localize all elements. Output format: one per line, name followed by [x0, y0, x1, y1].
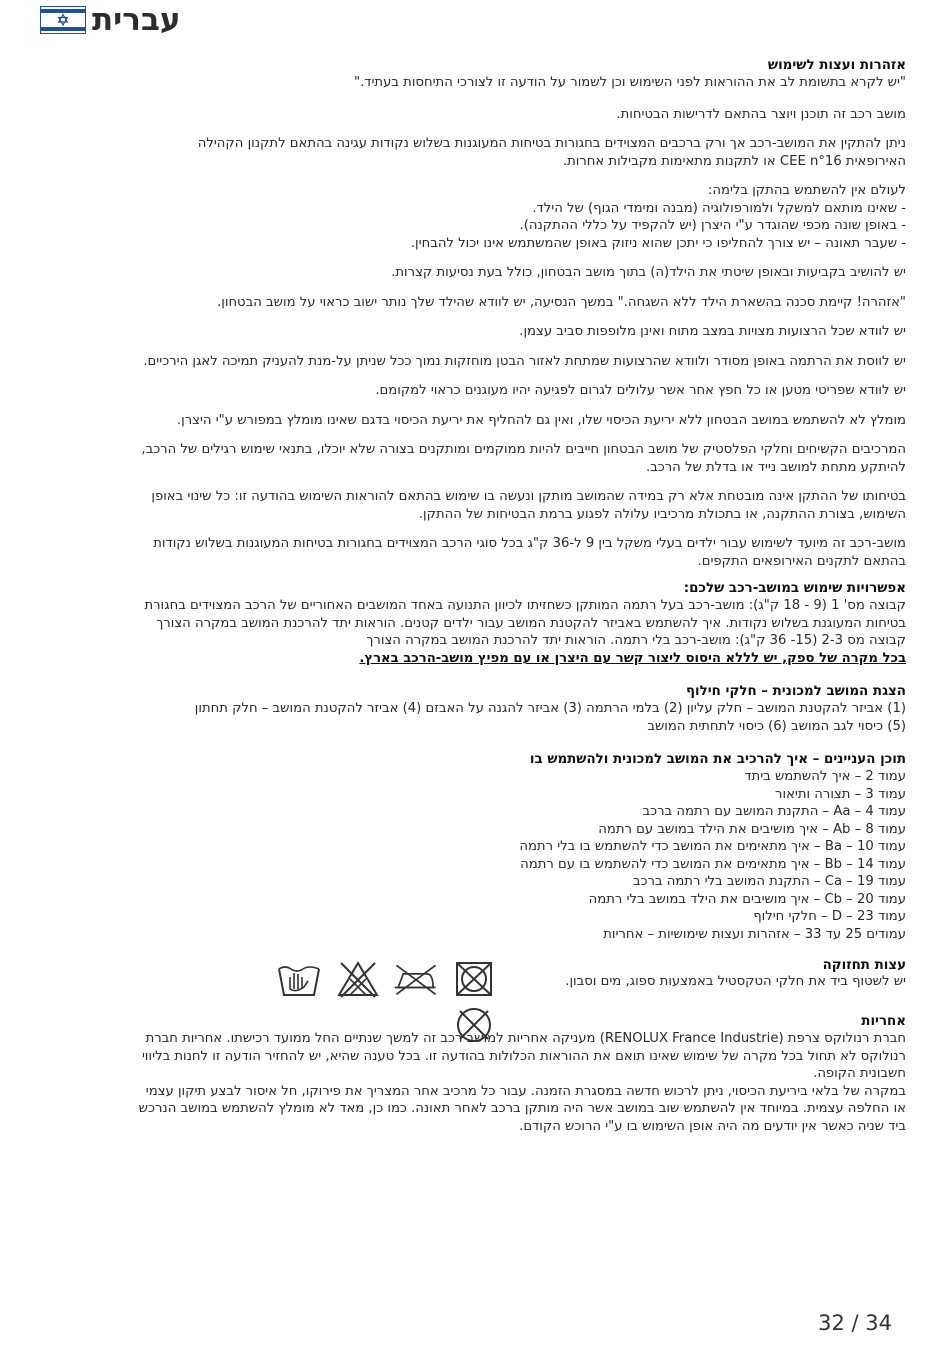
text-line: בטיחות המעוגנת בשלוש נקודות. איך להשתמש באביזר להקטנת המושב עבור ילדים קטנים. הוראות יתד להרכנת המושב במקרה הצורך	[156, 615, 906, 631]
list-item: - באופן שונה מכפי שהוגדר ע"י היצרן (יש להקפיד על כללי ההתקנה).	[519, 218, 906, 233]
warning-paragraph: יש לווסת את הרתמה באופן מסודר ולוודא שהרצועות שמתחת לאזור הבטן מוחזקות נמוך ככל שניתן על-מנת להעניק תמיכה לאגן הירכיים.	[143, 353, 906, 369]
main-content	[40, 57, 906, 1135]
warning-paragraph: "אזהרה! קיימת סכנה בהשארת הילד ללא השגחה." במשך הנסיעה, יש לוודא שהילד שלך נותר ישוב כראוי על מושב הבטחון.	[217, 294, 906, 310]
text-line: ביד שניה כאשר אין יודעים מה היה אופן השימוש בו ע"י הרוכש הקודם.	[519, 1118, 906, 1134]
toc-heading: תוכן העניינים – איך להרכיב את המושב למכונית ולהשתמש בו	[529, 752, 906, 767]
no-ironing-icon	[393, 959, 439, 999]
israel-flag-icon	[40, 6, 86, 34]
warning-paragraph: "יש לקרא בתשומת לב את ההוראות לפני השימוש וכן לשמור על הודעה זו לצורכי התיחסות בעתיד."	[354, 75, 906, 90]
toc-item: עמוד 23 – D – חלקי חילוף	[753, 909, 906, 924]
toc-list	[40, 768, 906, 943]
text-line: המרכיבים הקשיחים וחלקי הפלסטיק של מושב הבטחון חייבים להיות ממוקמים ומותקנים בצורה שלא יוכלו, בתנאי שימוש רגילים של הרכב,	[141, 442, 906, 457]
warning-paragraph	[40, 441, 906, 476]
text-line: חשבונית הקופה.	[813, 1066, 906, 1081]
text-line: במקרה של בלאי ביריעת הכיסוי, ניתן לרכוש חדשה במסגרת הזמנה. עבור כל מרכיב אחר המצריך את פירוקו, חל איסור לבצע תיקון עצמי	[145, 1083, 906, 1099]
warning-paragraph	[40, 135, 906, 170]
usage-paragraph	[40, 597, 906, 667]
toc-item: עמוד 19 – Ca – התקנת המושב בלי רתמה ברכב	[632, 874, 906, 889]
no-bleach-icon	[335, 959, 381, 999]
toc-item: עמוד 3 – תצורה ותיאור	[775, 786, 906, 802]
text-line: או החלפה עצמית. במיוחד אין להשתמש שוב במושב אשר היה מותקן ברכב לאחר תאונה. כמו כן, מאד לא מומלץ להשתמש במושב הנרכש	[138, 1101, 906, 1116]
contact-note: בכל מקרה של ספק, יש לללא היסוס ליצור קשר עם היצרן או עם מפיץ מושב-הרכב בארץ.	[359, 650, 906, 666]
parts-paragraph	[40, 700, 906, 735]
page-header	[40, 2, 200, 38]
hand-wash-30-icon	[276, 959, 322, 999]
toc-item: עמודים 25 עד 33 – אזהרות ועצות שימושיות – אחריות	[603, 926, 906, 942]
text-line: בהתאם לתקנים האירופאים התקפים.	[697, 553, 906, 569]
warning-list	[40, 182, 906, 252]
text-line: האירופאית CEE n°16 או לתקנות מתאימות מקבילות אחרות.	[562, 153, 906, 169]
care-text: יש לשטוף ביד את חלקי הטקסטיל באמצעות ספוג, מים וסבון.	[565, 974, 906, 989]
toc-item: עמוד 10 – Ba – איך מתאימים את המושב כדי להשתמש בו בלי רתמה	[519, 839, 906, 854]
toc-item: עמוד 20 – Cb – איך מושיבים את הילד במושב בלי רתמה	[588, 891, 906, 907]
text-line: (1) אביזר להקטנת המושב – חלק עליון (2) בלמי הרתמה (3) אביזר להגנה על האבזם (4) אביזר להקטנת המושב – חלק תחתון	[194, 701, 906, 716]
care-heading: עצות תחזוקה	[822, 958, 906, 973]
language-title: עברית	[92, 2, 181, 38]
list-item: - שעבר תאונה – יש צורך להחליפו כי יתכן שהוא ניזוק באופן שהמשתמש אינו יכול להבחין.	[410, 235, 906, 251]
warning-paragraph: יש להושיב בקביעות ובאופן שיטתי את הילד(ה) בתוך מושב הבטחון, כולל בעת נסיעות קצרות.	[391, 265, 906, 280]
text-line: חברת רנולוקס צרפת (RENOLUX France Industrie) מעניקה אחריות למושב רכב זה למשך שנתיים החל ממועד רכישתו. אחריות חברת	[145, 1031, 906, 1046]
text-line: ניתן להתקין את המושב-רכב אך ורק ברכבים המצוידים בחגורות בטיחות המעוגנות בשלוש נקודות עגינה בהתאם לתקנון הקהילה	[197, 136, 906, 151]
toc-item: עמוד 8 – Ab – איך מושיבים את הילד במושב עם רתמה	[598, 821, 906, 837]
text-line: מושב-רכב זה מיועד לשימוש עבור ילדים בעלי משקל בין 9 ל-36 ק"ג בכל סוגי הרכב המצוידים בחגורות בטיחות המעוגנות בשלוש נקודות	[153, 536, 906, 551]
list-intro: לעולם אין להשתמש בהתקן בלימה:	[707, 183, 906, 198]
toc-item: עמוד 14 – Bb – איך מתאימים את המושב כדי להשתמש בו עם רתמה	[520, 856, 906, 872]
parts-heading: הצגת המושב למכונית – חלקי חילוף	[686, 684, 906, 699]
warning-paragraph: יש לוודא שפריטי מטען או כל חפץ אחר אשר עלולים לגרום לפגיעה יהיו מעוגנים כראוי למקומם.	[375, 383, 906, 398]
care-symbols	[225, 959, 505, 999]
warning-paragraph: יש לוודא שכל הרצועות מצויות במצב מתוח ואינן מלופפות סביב עצמן.	[519, 324, 906, 339]
no-tumble-dry-icon	[451, 959, 497, 999]
text-line: קבוצה מס 2-3 (15- 36 ק"ג): מושב-רכב בלי רתמה. הוראות יתד להרכנת המושב במקרה הצורך	[366, 633, 906, 648]
text-line: השימוש, בצורת ההתקנה, או בתכולת מרכיביו עלולה לפגוע ברמת הבטיחות של ההתקן.	[418, 506, 906, 522]
warning-paragraph: מומלץ לא להשתמש במושב הבטחון ללא יריעת הכיסוי שלו, ואין גם להחליף את יריעת הכיסוי בדגם שאינו מומלץ במפורש ע"י היצרן.	[176, 412, 906, 428]
list-item: - שאינו מותאם למשקל ולמורפולוגיה (מבנה ומימדי הגוף) של הילד.	[532, 200, 906, 216]
warning-paragraph	[40, 488, 906, 523]
warnings-heading: אזהרות ועצות לשימוש	[767, 58, 906, 73]
warning-paragraph	[40, 535, 906, 570]
warning-paragraph: מושב רכב זה תוכנן ויוצר בהתאם לדרישות הבטיחות.	[616, 106, 906, 122]
warranty-heading: אחריות	[861, 1014, 906, 1029]
care-section	[40, 957, 906, 1003]
page-number: 32 / 34	[818, 1311, 892, 1335]
warranty-paragraph	[40, 1030, 906, 1135]
toc-item: עמוד 4 – Aa – התקנת המושב עם רתמה ברכב	[642, 804, 906, 819]
text-line: קבוצה מס' 1 (9 - 18 ק"ג): מושב-רכב בעל רתמה המותקן כשחזיתו לכיוון התנועה באחד המושבים האחוריים של הרכב המצוידים בחגורת	[144, 598, 906, 613]
text-line: (5) כיסוי לגב המושב (6) כיסוי לתחתית המושב	[647, 718, 906, 734]
text-line: רנולוקס לא תחול בכל מקרה של שימוש שאינו תואם את ההוראות הכלולות בהודעה זו. בכל טענה שהיא, יש להחזיר הודעה זו לחנות בליווי	[141, 1048, 906, 1064]
text-line: להיתקע מתחת למושב נייד או בדלת של הרכב.	[645, 459, 906, 475]
toc-item: עמוד 2 – איך להשתמש ביתד	[744, 769, 906, 784]
usage-heading: אפשרויות שימוש במושב-רכב שלכם:	[683, 581, 906, 596]
text-line: בטיחותו של ההתקן אינה מובטחת אלא רק במידה שהמושב מותקן ונעשה בו שימוש בהתאם להוראות השימוש בהודעה זו: כל שינוי באופן	[151, 489, 906, 504]
no-dry-clean-icon	[451, 1005, 497, 1045]
